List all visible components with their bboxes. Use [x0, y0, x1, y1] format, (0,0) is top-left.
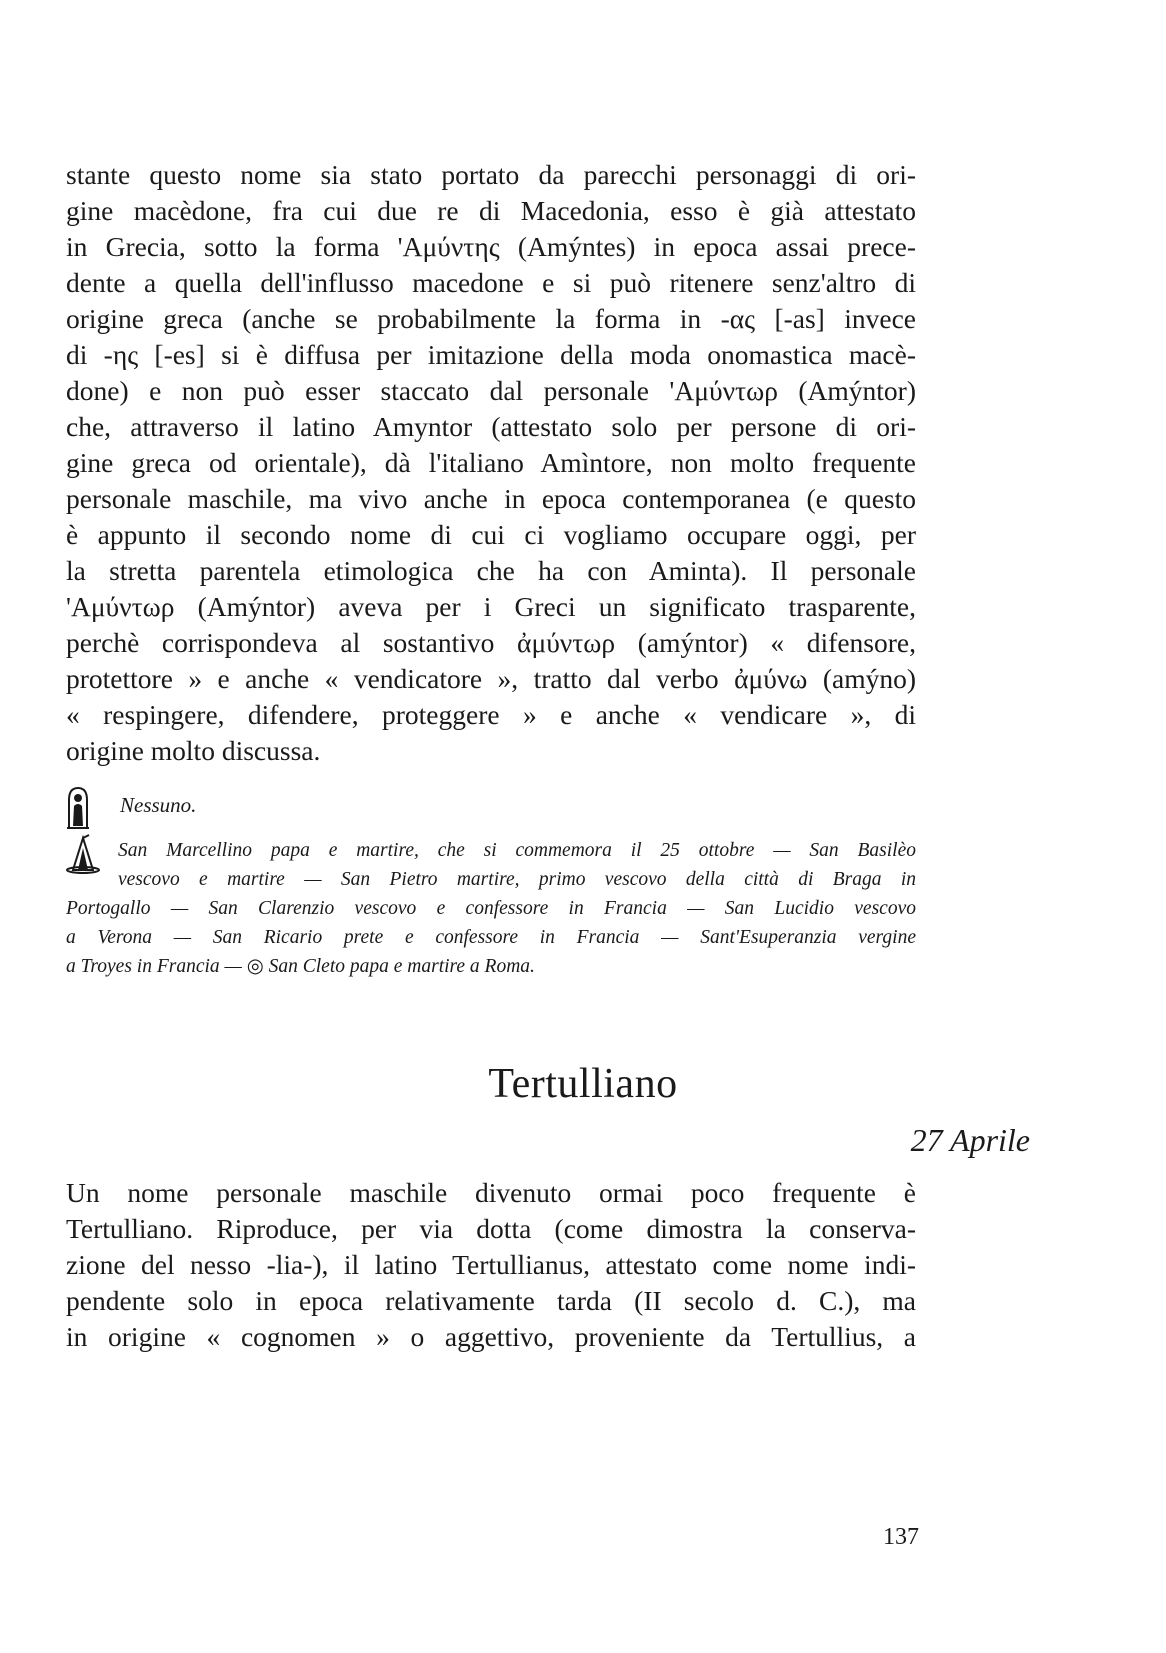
section-line: pendente solo in epoca relativamente tarda (II secolo d. C.), ma [66, 1285, 916, 1316]
saints-line: Portogallo — San Clarenzio vescovo e confessore in Francia — San Lucidio vescovo [66, 898, 916, 919]
body-line: perchè corrispondeva al sostantivo ἀμύντωρ (amýntor) « difensore, [66, 627, 916, 658]
body-line: in Grecia, sotto la forma 'Αμύντης (Amýntes) in epoca assai prece- [66, 231, 916, 262]
patron-saint-text: Nessuno. [120, 793, 197, 817]
body-line: done) e non può esser staccato dal personale 'Αμύντωρ (Amýntor) [66, 375, 916, 406]
section-line: zione del nesso -lia-), il latino Tertullianus, attestato come nome indi- [66, 1249, 916, 1280]
saints-line: a Verona — San Ricario prete e confessore in Francia — Sant'Esuperanzia vergine [66, 927, 916, 948]
saints-line: vescovo e martire — San Pietro martire, primo vescovo della città di Braga in [118, 869, 916, 890]
section-line: Un nome personale maschile divenuto ormai poco frequente è [66, 1177, 916, 1208]
body-line: gine macèdone, fra cui due re di Macedonia, esso è già attestato [66, 195, 916, 226]
body-line: « respingere, difendere, proteggere » e anche « vendicare », di [66, 699, 916, 730]
body-line: 'Αμύντωρ (Amýntor) aveva per i Greci un significato trasparente, [66, 591, 916, 622]
body-line: la stretta parentela etimologica che ha con Aminta). Il personale [66, 555, 916, 586]
body-line: dente a quella dell'influsso macedone e si può ritenere senz'altro di [66, 267, 916, 298]
body-line: personale maschile, ma vivo anche in epoca contemporanea (e questo [66, 483, 916, 514]
body-line: che, attraverso il latino Amyntor (attestato solo per persone di ori- [66, 411, 916, 442]
body-line: origine greca (anche se probabilmente la forma in -ας [-as] invece [66, 303, 916, 334]
saints-line: San Marcellino papa e martire, che si commemora il 25 ottobre — San Basilèo [118, 840, 916, 861]
body-line: stante questo nome sia stato portato da parecchi personaggi di ori- [66, 159, 916, 190]
saints-line: a Troyes in Francia — ◎ San Cleto papa e martire a Roma. [66, 956, 535, 977]
saint-figure-icon [66, 786, 90, 830]
page-number: 137 [883, 1524, 919, 1550]
body-line: è appunto il secondo nome di cui ci vogliamo occupare oggi, per [66, 519, 916, 550]
saints-list [66, 836, 916, 981]
section-text [66, 1175, 916, 1355]
body-text [66, 157, 916, 769]
section-line: Tertulliano. Riproduce, per via dotta (come dimostra la conserva- [66, 1213, 916, 1244]
section-title: Tertulliano [488, 1061, 678, 1107]
section-date: 27 Aprile [910, 1122, 1030, 1158]
body-line: origine molto discussa. [66, 735, 321, 766]
body-line: gine greca od orientale), dà l'italiano Amìntore, non molto frequente [66, 447, 916, 478]
body-line: di -ης [-es] si è diffusa per imitazione della moda onomastica macè- [66, 339, 916, 370]
section-line: in origine « cognomen » o aggettivo, proveniente da Tertullius, a [66, 1321, 916, 1352]
body-line: protettore » e anche « vendicatore », tratto dal verbo ἀμύνω (amýno) [66, 663, 916, 694]
